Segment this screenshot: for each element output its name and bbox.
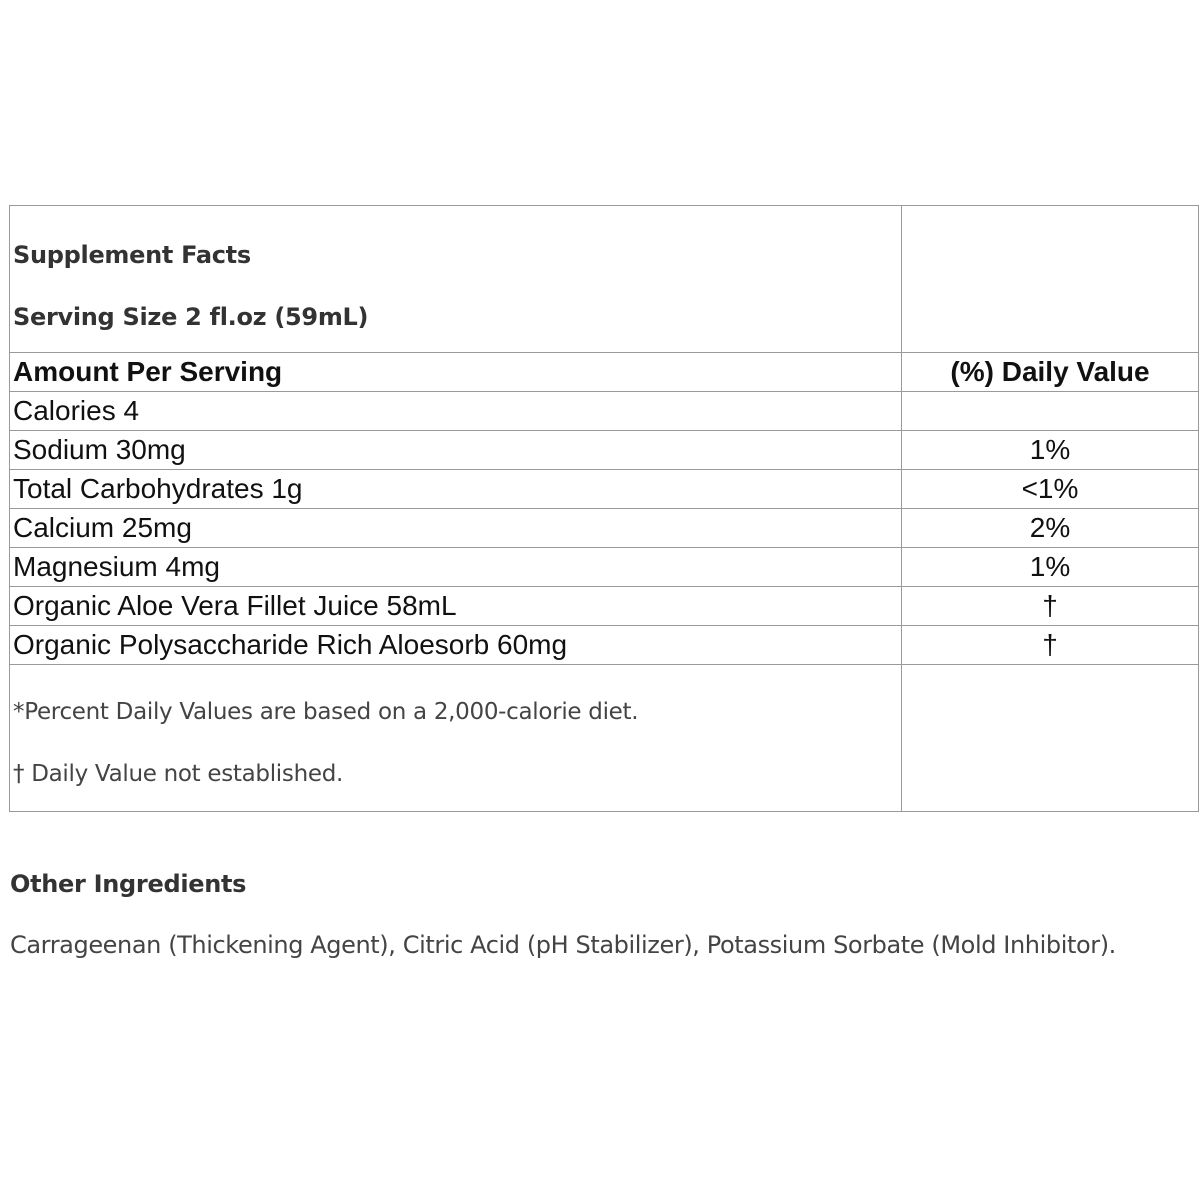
supplement-facts-table xyxy=(9,205,1199,812)
nutrient-daily-value: † xyxy=(902,626,1199,665)
nutrient-name: Calcium 25mg xyxy=(10,509,902,548)
nutrient-name: Calories 4 xyxy=(10,392,902,431)
nutrient-name: Total Carbohydrates 1g xyxy=(10,470,902,509)
serving-size: Serving Size 2 fl.oz (59mL) xyxy=(13,303,369,331)
footnote-empty-cell xyxy=(902,665,1199,812)
table-header-row xyxy=(10,206,1199,353)
header-cell xyxy=(10,206,902,353)
table-footnote-row xyxy=(10,665,1199,812)
table-row xyxy=(10,470,1199,509)
nutrient-name: Organic Aloe Vera Fillet Juice 58mL xyxy=(10,587,902,626)
daily-value-header: (%) Daily Value xyxy=(902,353,1199,392)
footnote-cell xyxy=(10,665,902,812)
table-row xyxy=(10,509,1199,548)
supplement-facts-title: Supplement Facts xyxy=(13,241,251,269)
table-row xyxy=(10,392,1199,431)
nutrient-name: Sodium 30mg xyxy=(10,431,902,470)
table-row xyxy=(10,431,1199,470)
table-row xyxy=(10,587,1199,626)
nutrient-name: Magnesium 4mg xyxy=(10,548,902,587)
nutrient-daily-value: 1% xyxy=(902,548,1199,587)
amount-per-serving-header: Amount Per Serving xyxy=(10,353,902,392)
footnote-percent-daily-values: *Percent Daily Values are based on a 2,000-calorie diet. xyxy=(13,699,639,725)
header-empty-cell xyxy=(902,206,1199,353)
nutrient-daily-value: 2% xyxy=(902,509,1199,548)
nutrient-daily-value xyxy=(902,392,1199,431)
amount-header-row xyxy=(10,353,1199,392)
other-ingredients-text: Carrageenan (Thickening Agent), Citric Acid (pH Stabilizer), Potassium Sorbate (Mold Inhibitor). xyxy=(10,931,1116,959)
table-row xyxy=(10,548,1199,587)
nutrient-daily-value: <1% xyxy=(902,470,1199,509)
table-row xyxy=(10,626,1199,665)
nutrient-name: Organic Polysaccharide Rich Aloesorb 60mg xyxy=(10,626,902,665)
nutrient-daily-value: † xyxy=(902,587,1199,626)
other-ingredients-title: Other Ingredients xyxy=(10,870,247,898)
footnote-dagger: † Daily Value not established. xyxy=(13,761,344,787)
nutrient-daily-value: 1% xyxy=(902,431,1199,470)
